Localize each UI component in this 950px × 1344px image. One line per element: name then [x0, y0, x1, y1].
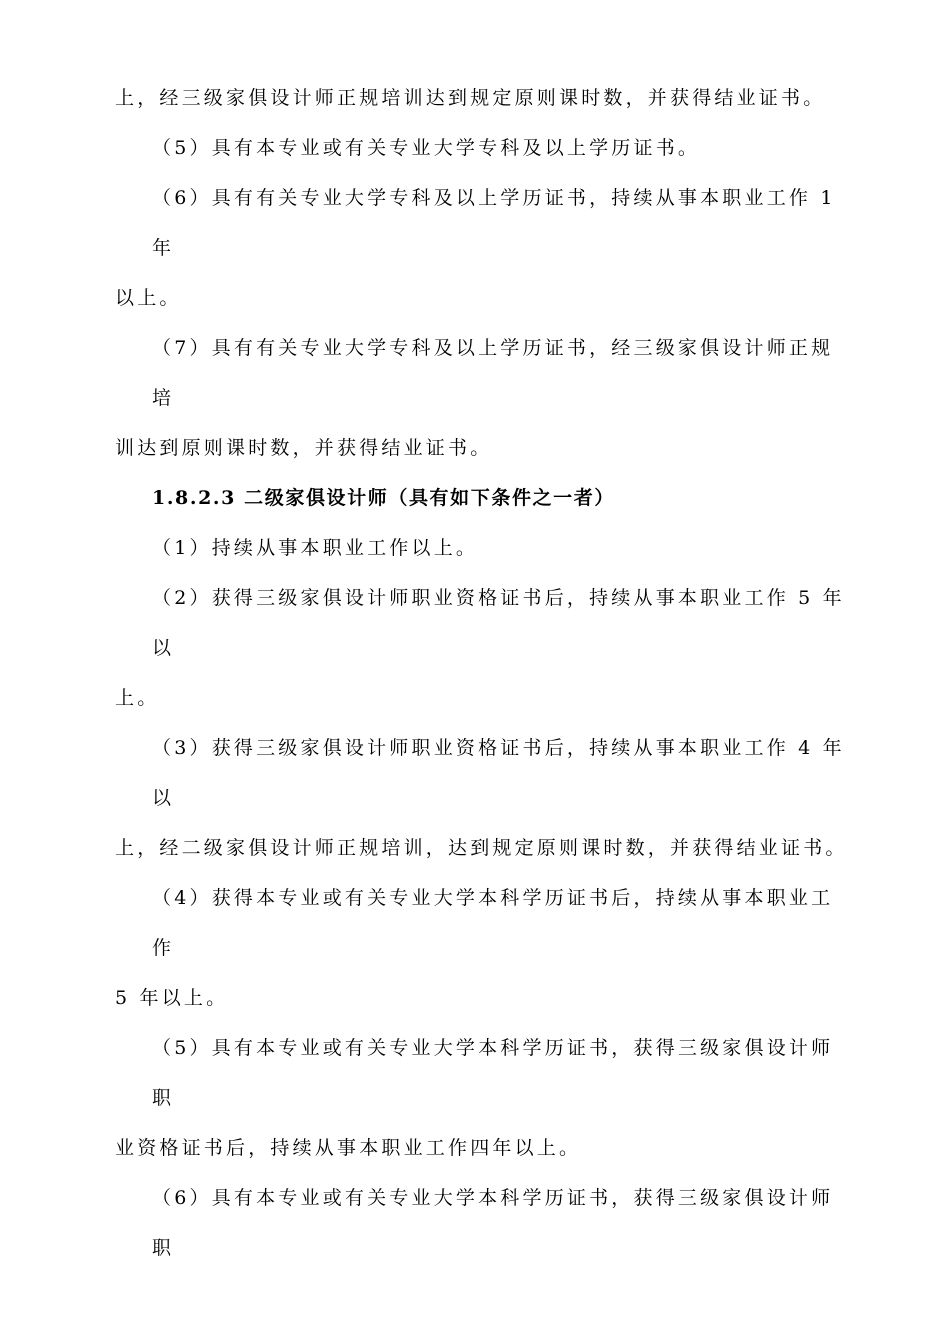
text-line: 5 年以上。 [115, 987, 229, 1009]
text-line: （6）具有有关专业大学专科及以上学历证书，持续从事本职业工作 1 [152, 187, 836, 209]
text-line: （6）具有本专业或有关专业大学本科学历证书，获得三级家俱设计师 [152, 1187, 834, 1209]
text-line: （4）获得本专业或有关专业大学本科学历证书后，持续从事本职业工 [152, 887, 834, 909]
text-line: 业资格证书后，持续从事本职业工作四年以上。 [115, 1137, 582, 1159]
text-line: （5）具有本专业或有关专业大学专科及以上学历证书。 [152, 137, 701, 159]
text-line: 职 [152, 1087, 175, 1109]
text-line: 作 [152, 937, 175, 959]
text-line: 以 [152, 637, 175, 659]
text-line: 上。 [115, 687, 160, 709]
text-line: 以 [152, 787, 175, 809]
text-line: （5）具有本专业或有关专业大学本科学历证书，获得三级家俱设计师 [152, 1037, 834, 1059]
text-line: （3）获得三级家俱设计师职业资格证书后，持续从事本职业工作 4 年 [152, 737, 845, 759]
text-line: 训达到原则课时数，并获得结业证书。 [115, 437, 493, 459]
text-line: 培 [152, 387, 175, 409]
text-line: 以上。 [115, 287, 182, 309]
text-line: （7）具有有关专业大学专科及以上学历证书，经三级家俱设计师正规 [152, 337, 834, 359]
text-line: （1）持续从事本职业工作以上。 [152, 537, 479, 559]
text-line: 年 [152, 237, 175, 259]
text-line: 职 [152, 1237, 175, 1259]
text-line: 上，经二级家俱设计师正规培训，达到规定原则课时数，并获得结业证书。 [115, 837, 848, 859]
section-heading: 1.8.2.3 二级家俱设计师（具有如下条件之一者） [152, 487, 615, 509]
text-line: 上，经三级家俱设计师正规培训达到规定原则课时数，并获得结业证书。 [115, 87, 826, 109]
text-line: （2）获得三级家俱设计师职业资格证书后，持续从事本职业工作 5 年 [152, 587, 845, 609]
